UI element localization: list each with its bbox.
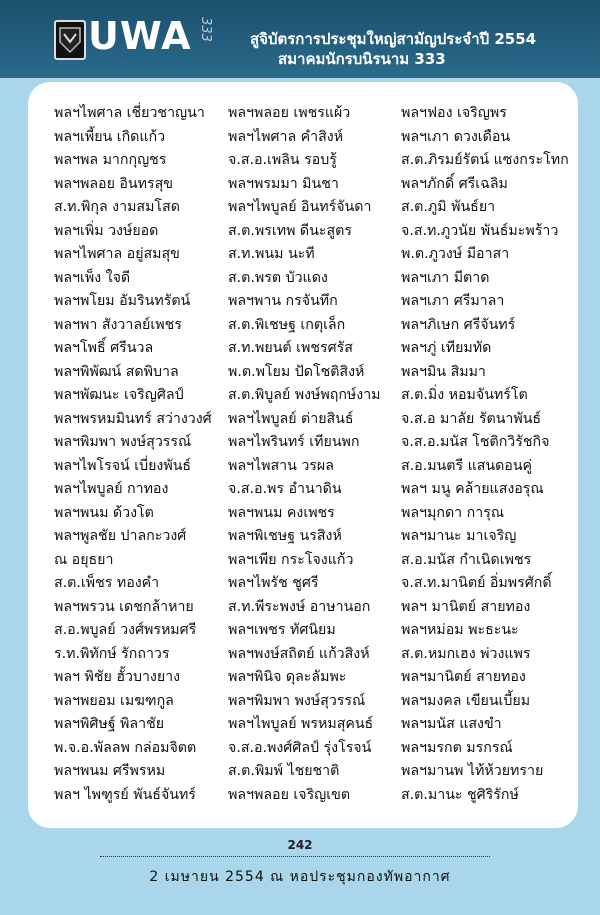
name-entry: พลฯไพสาน วรผล bbox=[228, 457, 334, 474]
name-entry: พลฯเภา ศรีมาลา bbox=[401, 293, 505, 309]
name-entry: พลฯมนัส แสงขำ bbox=[401, 716, 502, 732]
name-entry: ส.ต.ภิรมย์รัตน์ แซงกระโทก bbox=[401, 152, 569, 168]
header-title: สูจิบัตรการประชุมใหญ่สามัญประจำปี 2554 bbox=[250, 30, 537, 48]
footer-text: 2 เมษายน 2554 ณ หอประชุมกองทัพอากาศ bbox=[149, 869, 451, 885]
name-entry: พลฯไพบูลย์ พรหมสุคนธ์ bbox=[228, 716, 374, 732]
name-entry: พลฯไพโรจน์ เบี่ยงพันธ์ bbox=[54, 457, 192, 474]
name-entry: พลฯเพี้ยน เกิดแก้ว bbox=[54, 128, 166, 145]
name-entry: พลฯพนม ศรีพรหม bbox=[54, 763, 166, 779]
name-entry: พลฯมรกต มรกรณ์ bbox=[401, 739, 513, 756]
name-entry: พลฯมงคล เขียนเบี้ยม bbox=[401, 692, 531, 709]
name-entry: พลฯมานะ มาเจริญ bbox=[401, 528, 517, 544]
name-entry: ส.ท.พิกุล งามสมโสด bbox=[54, 199, 180, 215]
name-entry: พลฯพิเชษฐ นรสิงห์ bbox=[228, 528, 342, 544]
name-entry: พลฯพิพัฒน์ สดพิบาล bbox=[54, 363, 179, 380]
name-entry: พลฯไพศาล อยู่สมสุข bbox=[54, 246, 180, 262]
name-entry: พลฯพรมมา มินชา bbox=[228, 175, 339, 192]
name-entry: ส.ต.พิบูลย์ พงษ์พฤกษ์งาม bbox=[228, 387, 381, 403]
name-entry: ส.อ.พบูลย์ วงศ์พรหมศรี bbox=[54, 622, 197, 638]
name-entry: ร.ท.พิทักษ์ รักถาวร bbox=[54, 645, 170, 662]
name-entry: พลฯเพีย กระโจงแก้ว bbox=[228, 551, 354, 568]
name-entry: จ.ส.อ มาลัย รัตนาพันธ์ bbox=[401, 410, 542, 427]
name-entry: ณ อยุธยา bbox=[54, 551, 114, 568]
name-entry: ส.ต.พรต บัวแดง bbox=[228, 269, 328, 286]
name-entry: พลฯมิน สิมมา bbox=[401, 363, 486, 380]
name-entry: พลฯพิศิษฐ์ พิลาชัย bbox=[54, 716, 165, 732]
name-entry: พลฯหม่อม พะธะนะ bbox=[401, 622, 519, 638]
name-entry: พลฯพลอย เจริญเขต bbox=[228, 786, 351, 803]
name-entry: พลฯเพ็ง ใจดี bbox=[54, 269, 131, 286]
name-entry: พลฯพลอย อินทรสุข bbox=[54, 175, 173, 192]
name-entry: พลฯพนม ด้วงโต bbox=[54, 504, 154, 521]
name-column-1 bbox=[54, 102, 212, 807]
logo-text: UWA bbox=[88, 14, 192, 58]
name-entry: พลฯพิมพา พงษ์สุวรรณ์ bbox=[228, 692, 366, 709]
header-bar bbox=[0, 0, 600, 78]
name-entry: พลฯฟอง เจริญพร bbox=[401, 105, 507, 121]
name-entry: พลฯพนม คงเพชร bbox=[228, 504, 335, 521]
name-entry: ส.ต.มิ่ง หอมจันทร์โต bbox=[401, 387, 528, 403]
name-entry: จ.ส.ท.มานิตย์ อิ่มพรศักดิ์ bbox=[401, 575, 552, 591]
name-entry: พลฯโพธิ์ ศรีนวล bbox=[54, 340, 154, 356]
name-entry: พ.ต.พโยม ปัดโชติสิงห์ bbox=[228, 363, 365, 380]
name-entry: ส.อ.มนตรี แสนดอนคู่ bbox=[401, 457, 533, 474]
name-entry: ส.ต.มานะ ชูศิริรักษ์ bbox=[401, 786, 519, 803]
name-entry: พลฯไพบูลย์ กาทอง bbox=[54, 481, 169, 497]
name-entry: ส.ต.หมกเฮง พ่วงแพร bbox=[401, 645, 531, 662]
name-entry: พลฯพลอย เพชรแผ้ว bbox=[228, 105, 351, 121]
name-entry: พลฯ พิชัย ฮั้วบางยาง bbox=[54, 669, 181, 685]
header-subtitle: สมาคมนักรบนิรนาม 333 bbox=[278, 50, 446, 68]
footer-divider bbox=[100, 856, 490, 857]
name-entry: พลฯเพชร ทัศนิยม bbox=[228, 622, 336, 638]
name-entry: พลฯภักดิ์ ศรีเฉลิม bbox=[401, 175, 508, 192]
name-entry: พลฯพล มากกุญชร bbox=[54, 152, 167, 168]
name-entry: พลฯพงษ์สถิตย์ แก้วสิงห์ bbox=[228, 645, 370, 662]
name-entry: ส.ต.ภูมิ พันธ์ยา bbox=[401, 199, 496, 215]
name-list-panel bbox=[28, 82, 578, 828]
name-entry: ส.อ.มนัส กำเนิดเพชร bbox=[401, 551, 532, 568]
name-entry: ส.ท.พีระพงษ์ อาษานอก bbox=[228, 598, 371, 615]
name-entry: พลฯ มานิตย์ สายทอง bbox=[401, 598, 531, 615]
page-number: 242 bbox=[287, 838, 313, 852]
name-entry: พลฯไพรินทร์ เทียนพก bbox=[228, 434, 360, 450]
name-entry: พลฯพา สังวาลย์เพชร bbox=[54, 316, 182, 333]
name-entry: พลฯมุกดา การุณ bbox=[401, 504, 504, 521]
name-entry: พ.จ.อ.พัลลพ กล่อมจิตต bbox=[54, 739, 197, 756]
name-column-3 bbox=[401, 102, 569, 807]
name-entry: พลฯไพศาล เชี่ยวชาญนา bbox=[54, 105, 205, 121]
name-entry: พลฯพรวน เดชกล้าหาย bbox=[54, 598, 194, 615]
name-entry: พลฯพูลชัย ปาลกะวงศ์ bbox=[54, 528, 187, 544]
name-entry: ส.ท.พยนต์ เพชรศรัส bbox=[228, 340, 353, 356]
name-entry: พลฯพยอม เมฆฑกูล bbox=[54, 692, 174, 709]
name-entry: พลฯไพบูลย์ อินทร์จันดา bbox=[228, 199, 372, 215]
name-entry: พลฯพัฒนะ เจริญศิลป์ bbox=[54, 387, 184, 403]
name-column-2 bbox=[228, 102, 381, 807]
name-entry: จ.ส.อ.เพลิน รอบรู้ bbox=[228, 152, 337, 168]
name-entry: พลฯไพศาล คำสิงห์ bbox=[228, 128, 344, 145]
name-entry: พลฯไพบูลย์ ต่ายสินธ์ bbox=[228, 410, 354, 427]
name-entry: พลฯพิมพา พงษ์สุวรรณ์ bbox=[54, 434, 192, 450]
name-entry: พลฯภู่ เทียมทัด bbox=[401, 340, 492, 356]
name-entry: พ.ต.ภูวงษ์ มีอาสา bbox=[401, 246, 510, 262]
name-entry: จ.ส.อ.พร อำนาดิน bbox=[228, 481, 342, 497]
name-entry: พลฯเพิ่ม วงษ์ยอด bbox=[54, 222, 159, 239]
name-entry: พลฯมานิตย์ สายทอง bbox=[401, 669, 526, 685]
name-entry: ส.ต.เพ็ชร ทองคำ bbox=[54, 575, 160, 591]
name-entry: จ.ส.อ.มนัส โชติกวิรัชกิจ bbox=[401, 434, 550, 450]
name-entry: พลฯ มนู คล้ายแสงอรุณ bbox=[401, 481, 544, 497]
name-entry: จ.ส.อ.พงศ์ศิลป์ รุ่งโรจน์ bbox=[228, 739, 372, 756]
name-entry: พลฯ ไพฑูรย์ พันธ์จันทร์ bbox=[54, 786, 196, 803]
name-entry: พลฯพาน กรจันทึก bbox=[228, 293, 338, 309]
shield-logo-icon bbox=[54, 20, 86, 60]
name-entry: พลฯภิเษก ศรีจันทร์ bbox=[401, 316, 516, 333]
name-entry: พลฯพินิจ ดุละลัมพะ bbox=[228, 669, 347, 685]
name-entry: พลฯพรหมมินทร์ สว่างวงศ์ bbox=[54, 410, 212, 427]
name-entry: พลฯเภา ดวงเดือน bbox=[401, 128, 511, 145]
name-entry: พลฯไพรัช ชูศรี bbox=[228, 575, 319, 591]
name-entry: ส.ต.พิมพ์ ไชยชาติ bbox=[228, 763, 340, 779]
name-entry: พลฯพโยม อัมรินทรัตน์ bbox=[54, 293, 191, 309]
name-entry: ส.ต.พิเชษฐ เกตุเล็ก bbox=[228, 316, 346, 333]
name-entry: ส.ท.พนม นะที bbox=[228, 246, 315, 262]
name-entry: พลฯเภา มีตาด bbox=[401, 269, 490, 286]
logo-sub: 333 bbox=[197, 17, 213, 42]
name-entry: พลฯมานพ ไท้ห้วยทราย bbox=[401, 763, 544, 779]
name-entry: จ.ส.ท.ภูวนัย พันธ์มะพร้าว bbox=[401, 222, 559, 239]
name-entry: ส.ต.พรเทพ ดีนะสูตร bbox=[228, 222, 352, 239]
